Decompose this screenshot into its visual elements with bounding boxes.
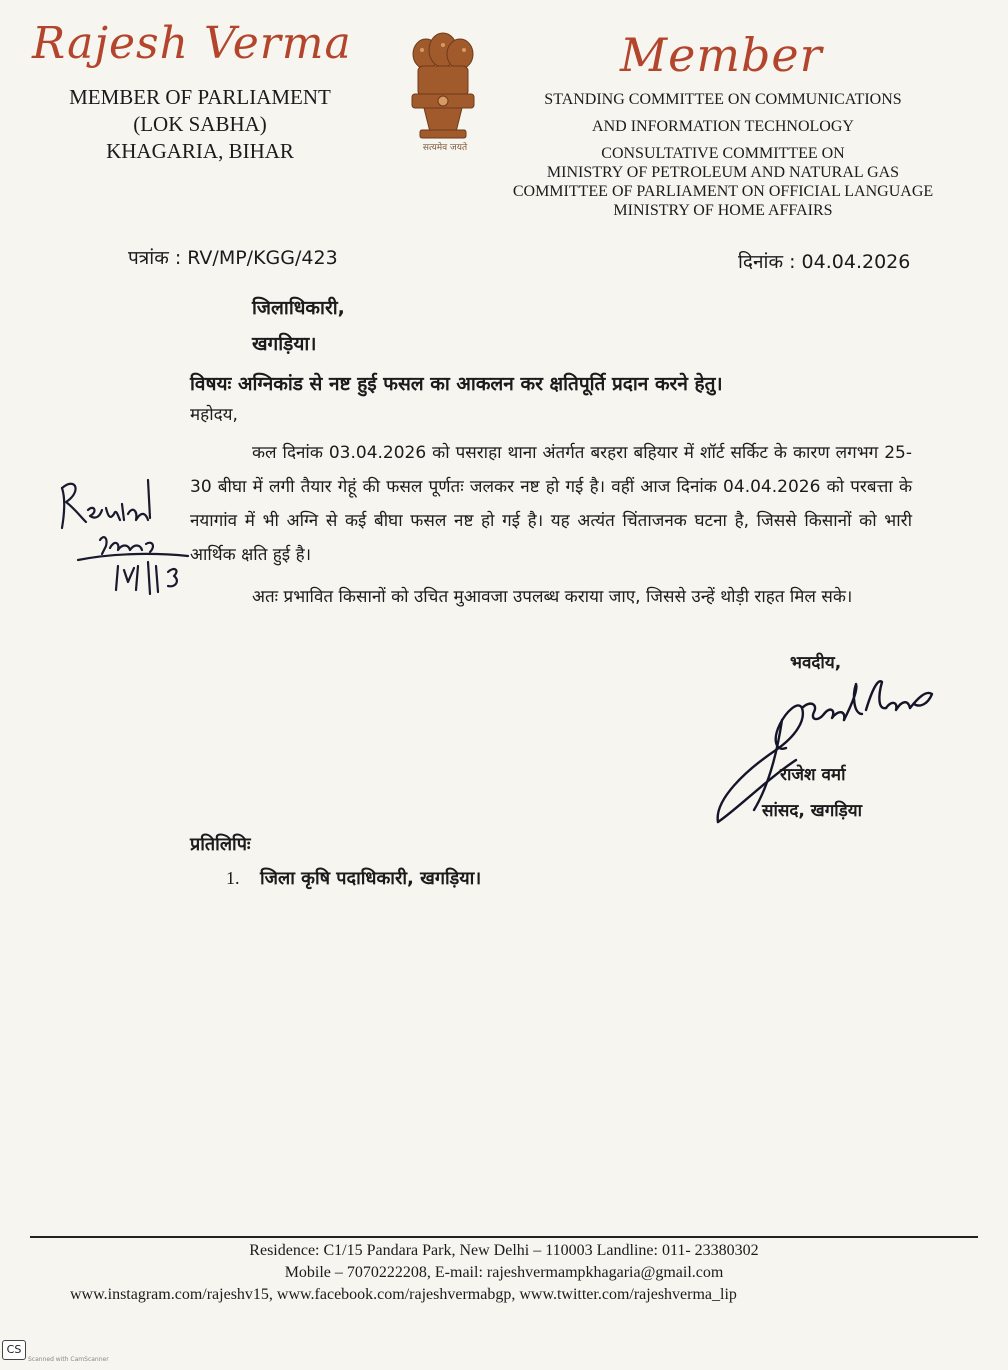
letter-date: दिनांक : 04.04.2026: [738, 251, 911, 273]
addressee-line: जिलाधिकारी,: [252, 297, 345, 319]
body-paragraph: कल दिनांक 03.04.2026 को पसराहा थाना अंतर्गत बरहरा बहियार में शॉर्ट सर्किट के कारण लगभग 25-30 बीघा में लगी तैयार गेहूं की फसल पूर्णतः जलकर नष्ट हो गई है। वहीं आज दिनांक 04.04.2026 को परबत्ता के नयागांव में भी अग्नि से कई बीघा फसल नष्ट हो गई है। यह अत्यंत चिंताजनक घटना है, जिससे किसानों को भारी आर्थिक क्षति हुई है।: [190, 443, 912, 565]
committee-line: MINISTRY OF PETROLEUM AND NATURAL GAS: [546, 164, 900, 181]
emblem-motto: सत्यमेव जयते: [422, 143, 468, 153]
committee-line: CONSULTATIVE COMMITTEE ON: [601, 145, 845, 162]
footer-contact: Mobile – 7070222208, E-mail: rajeshvermampkhagaria@gmail.com: [284, 1264, 724, 1281]
footer-social-links: www.instagram.com/rajeshv15, www.facebook.com/rajeshvermabgp, www.twitter.com/rajeshverma_lip: [70, 1286, 737, 1303]
footer-divider: [30, 1236, 978, 1238]
signatory-title: सांसद, खगड़िया: [762, 801, 863, 821]
scanner-watermark: Scanned with CamScanner: [28, 1356, 109, 1363]
letterhead-left-line: KHAGARIA, BIHAR: [106, 139, 294, 163]
closing: भवदीय,: [790, 653, 842, 673]
footer: [30, 1240, 978, 1306]
cc-label: प्रतिलिपिः: [190, 834, 251, 855]
committee-line: COMMITTEE OF PARLIAMENT ON OFFICIAL LANGUAGE: [512, 183, 934, 200]
cc-item-number: 1.: [226, 868, 240, 888]
handwritten-annotation-icon: [48, 470, 218, 600]
committee-line: STANDING COMMITTEE ON COMMUNICATIONS: [544, 91, 902, 108]
national-emblem-icon: [404, 32, 482, 144]
committee-line: MINISTRY OF HOME AFFAIRS: [613, 202, 833, 219]
body-paragraph: अतः प्रभावित किसानों को उचित मुआवजा उपलब्ध कराया जाए, जिससे उन्हें थोड़ी राहत मिल सके।: [252, 587, 853, 607]
salutation: महोदय,: [190, 405, 238, 425]
letterhead-left-line: (LOK SABHA): [133, 112, 267, 136]
letterhead-left-block: [50, 84, 350, 165]
cc-item: [226, 866, 481, 890]
footer-address: Residence: C1/15 Pandara Park, New Delhi – 110003 Landline: 011- 23380302: [249, 1242, 759, 1259]
letterhead-right-block: [478, 90, 968, 220]
addressee-line: खगड़िया।: [252, 333, 317, 355]
addressee: [252, 290, 345, 362]
subject-line: विषयः अग्निकांड से नष्ट हुई फसल का आकलन कर क्षतिपूर्ति प्रदान करने हेतु।: [190, 373, 723, 395]
letterhead-name: Rajesh Verma: [32, 18, 352, 69]
reference-number: पत्रांक : RV/MP/KGG/423: [128, 247, 338, 269]
cc-item-text: जिला कृषि पदाधिकारी, खगड़िया।: [260, 868, 482, 889]
letterhead-left-line: MEMBER OF PARLIAMENT: [69, 85, 331, 109]
member-title: Member: [620, 28, 823, 82]
signatory-name: राजेश वर्मा: [780, 765, 846, 785]
committee-line: AND INFORMATION TECHNOLOGY: [592, 118, 854, 135]
scanner-badge: CS: [2, 1340, 26, 1360]
